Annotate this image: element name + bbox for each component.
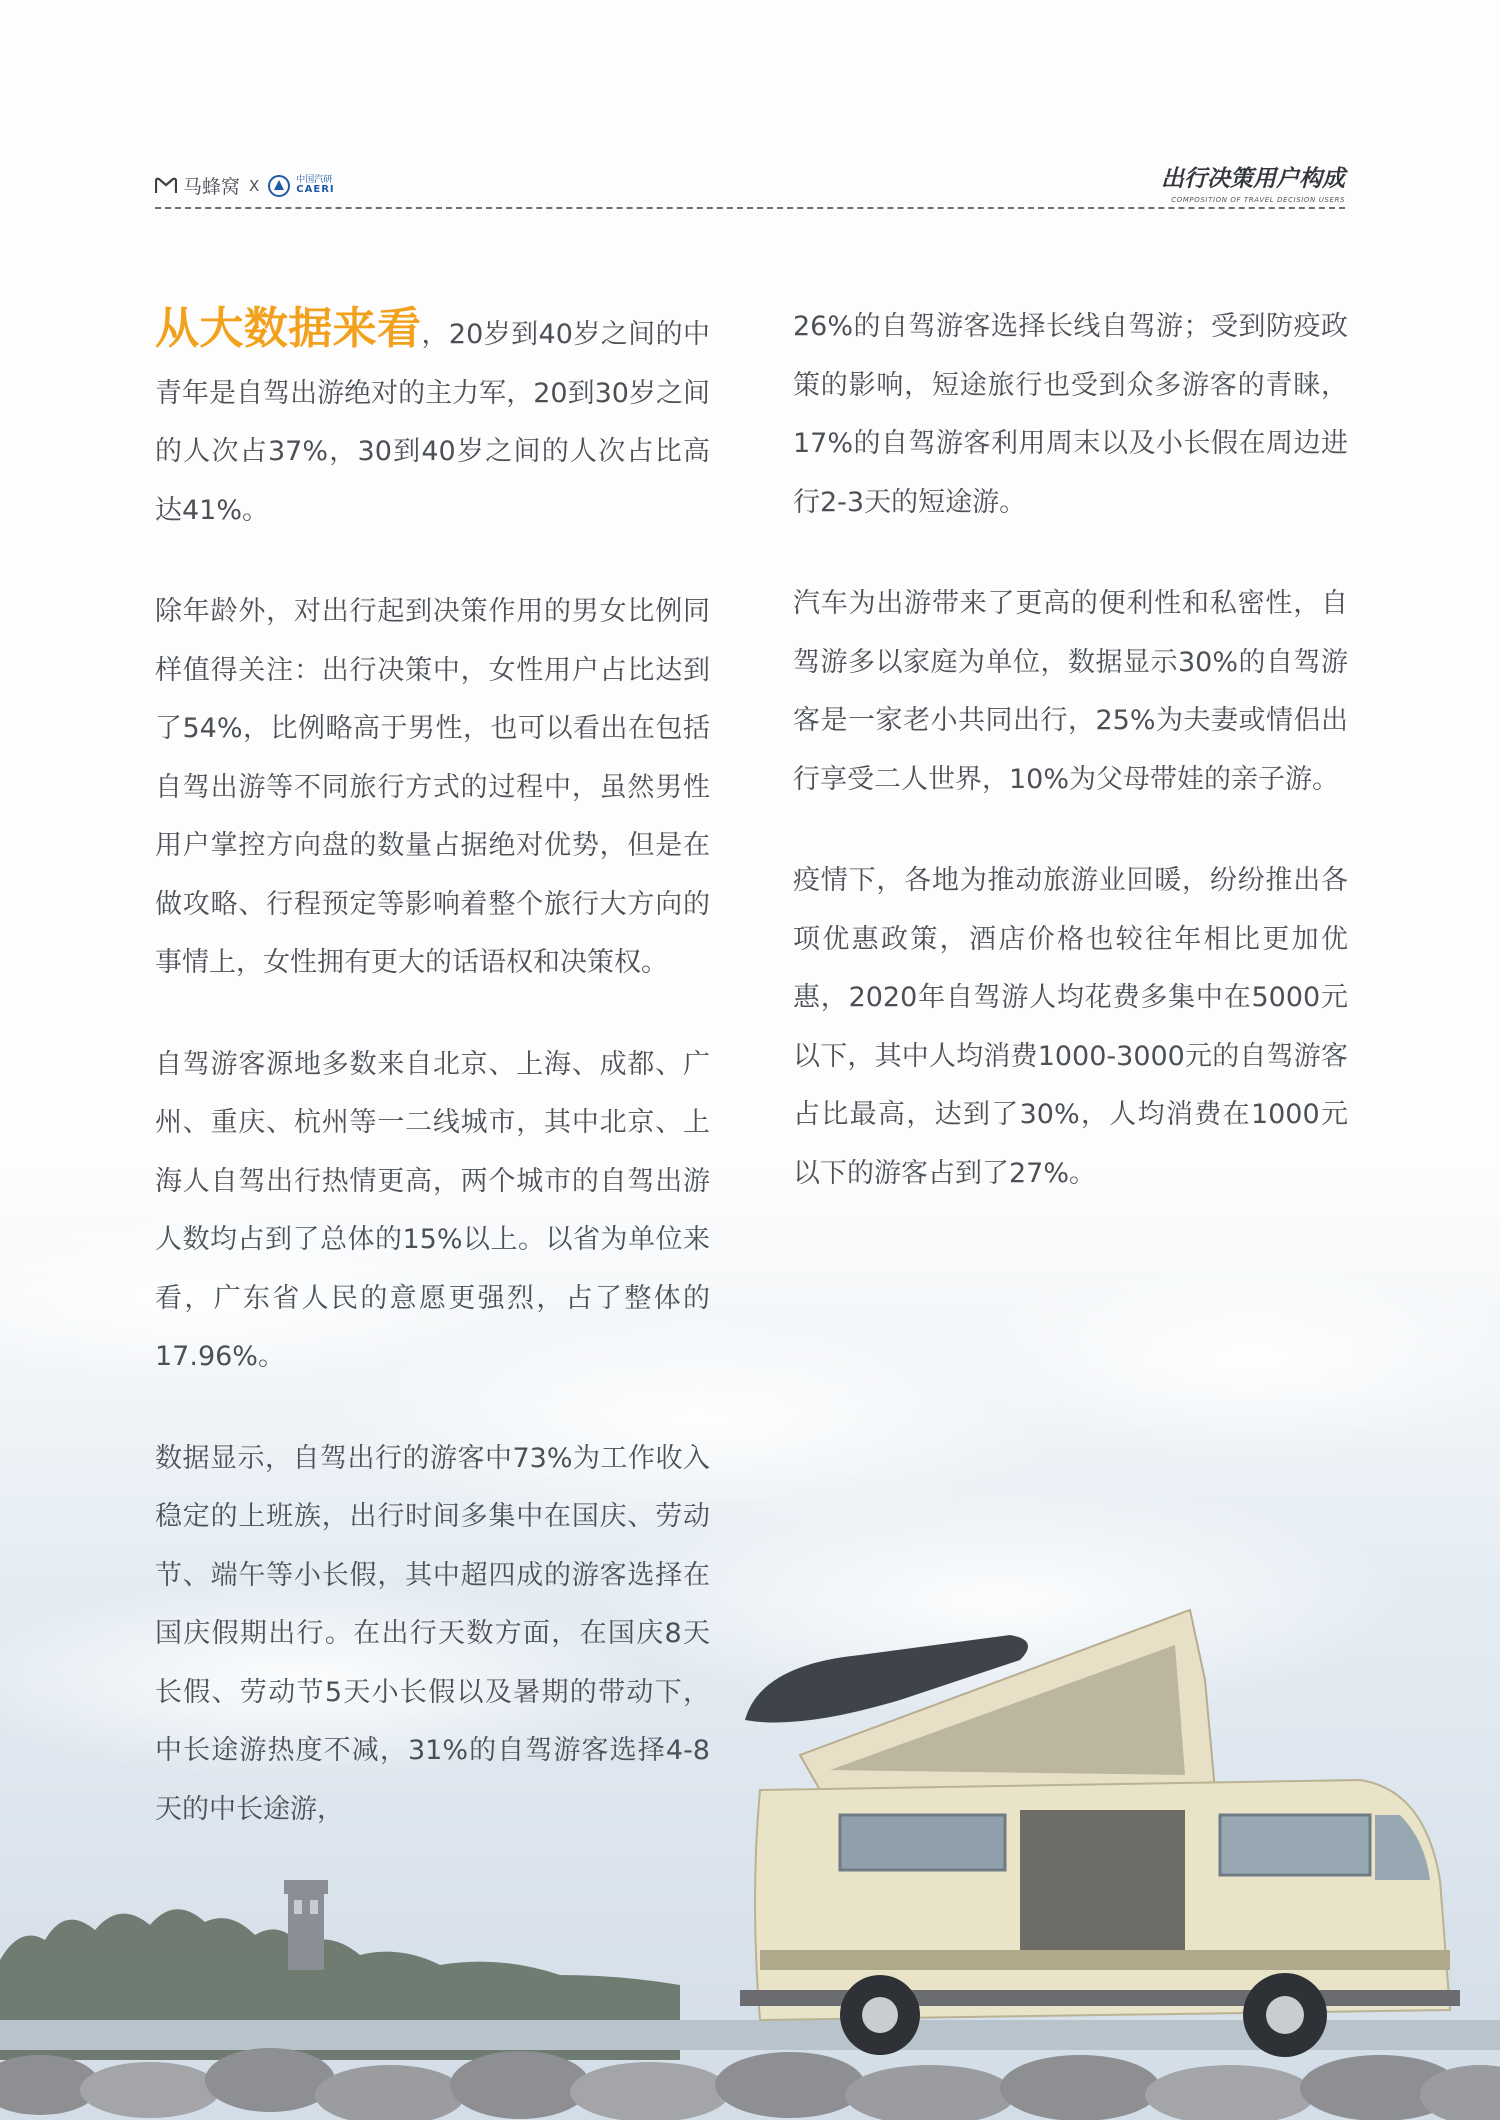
paragraph: 自驾游客源地多数来自北京、上海、成都、广州、重庆、杭州等一二线城市，其中北京、上海人自驾出行热情更高，两个城市的自驾出游人数均占到了总体的15%以上。以省为单位来看，广东省人民的意愿更强烈，占了整体的17.96%。: [155, 1048, 710, 1372]
paragraph: 26%的自驾游客选择长线自驾游；受到防疫政策的影响，短途旅行也受到众多游客的青睐，17%的自驾游客利用周末以及小长假在周边进行2-3天的短途游。: [793, 311, 1348, 518]
section-title-cn: 出行决策用户构成: [1161, 166, 1345, 192]
paragraph: 汽车为出游带来了更高的便利性和私密性，自驾游多以家庭为单位，数据显示30%的自驾游客是一家老小共同出行，25%为夫妻或情侣出行享受二人世界，10%为父母带娃的亲子游。: [793, 588, 1348, 795]
mafengwo-logo-icon: [155, 177, 177, 195]
brand-separator: X: [249, 176, 260, 195]
brand-name: 马蜂窝: [183, 176, 241, 198]
left-column: [155, 300, 710, 1882]
right-column: [793, 298, 1348, 1246]
header-divider: [155, 207, 1345, 209]
paragraph: 疫情下，各地为推动旅游业回暖，纷纷推出各项优惠政策，酒店价格也较往年相比更加优惠，2020年自驾游人均花费多集中在5000元以下，其中人均消费1000-3000元的自驾游客占比最高，达到了30%，人均消费在1000元以下的游客占到了27%。: [793, 865, 1348, 1189]
lead-heading: 从大数据来看: [155, 303, 422, 354]
paragraph: 除年龄外，对出行起到决策作用的男女比例同样值得关注：出行决策中，女性用户占比达到了54%，比例略高于男性，也可以看出在包括自驾出游等不同旅行方式的过程中，虽然男性用户掌控方向盘的数量占据绝对优势，但是在做攻略、行程预定等影响着整个旅行大方向的事情上，女性拥有更大的话语权和决策权。: [155, 596, 710, 978]
paragraph: 数据显示，自驾出行的游客中73%为工作收入稳定的上班族，出行时间多集中在国庆、劳动节、端午等小长假，其中超四成的游客选择在国庆假期出行。在出行天数方面，在国庆8天长假、劳动节5天小长假以及暑期的带动下，中长途游热度不减，31%的自驾游客选择4-8天的中长途游，: [155, 1442, 710, 1825]
paragraph-text: ，20岁到40岁之间的中青年是自驾出游绝对的主力军，20到30岁之间的人次占37%，30到40岁之间的人次占比高达41%。: [155, 319, 710, 526]
caeri-logo-icon: [268, 175, 290, 197]
section-title: [1161, 160, 1345, 204]
section-title-en: COMPOSITION OF TRAVEL DECISION USERS: [1171, 196, 1345, 204]
brand-logos: [155, 172, 335, 199]
tower: [284, 1880, 328, 1970]
page-header: [155, 160, 1345, 210]
caeri-cn: 中国汽研: [296, 175, 333, 185]
caeri-en: CAERI: [296, 184, 335, 195]
paragraph: [155, 300, 710, 540]
caeri-wordmark: [296, 176, 334, 195]
